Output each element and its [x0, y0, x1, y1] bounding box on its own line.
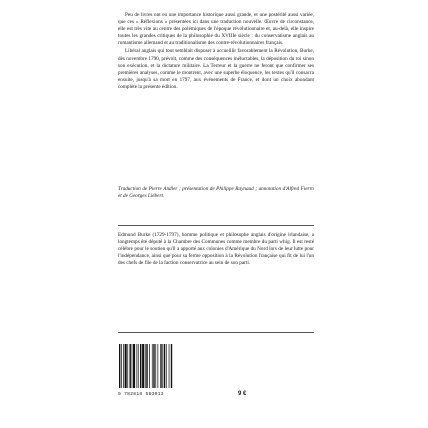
barcode-bar [140, 344, 141, 388]
blurb [118, 12, 314, 91]
barcode-bar [145, 344, 146, 388]
barcode-bar [146, 344, 147, 388]
barcode-bar [155, 344, 156, 388]
credits-text: Traduction de Pierre Andler ; présentation de Philippe Raynaud ; annotation d'Alfred Fierro et de Georges Liébert. [118, 186, 314, 200]
barcode-bar [171, 344, 172, 388]
barcode-bar [164, 344, 165, 388]
barcode-bar [121, 344, 122, 388]
barcode-bar [152, 344, 153, 388]
barcode-bar [142, 344, 144, 388]
credits [118, 186, 314, 200]
blurb-paragraph-2: Libéral anglais qui tout semblait disposer à accueillir favorablement la Révolution, Burke, dès novembre 1790, prévoit, comme des conséquences inéluctables, la déposition du roi sinon son exécution, et la dictature militaire. La Terreur et la guerre ne feront que confirmer ses premières analyses, comme le montrent, avec une superbe éloquence, les textes qu'il consacra ensuite, jusqu'à sa mort en 1797, aux événements de France, et dont un choix abondant complète la présente édition. [118, 48, 314, 90]
barcode-bar [166, 344, 167, 388]
blurb-paragraph-1: Peu de livres ont eu une importance historique aussi grande, et une postérité aussi variée, que ces « Réflexions » présentées ici dans une traduction nouvelle. Œuvre de circonstance, elle est très vite au centre des polémiques de l'époque révolutionnaire et, au-delà, elle inspire toutes les grandes critiques de la philosophie du XVIIIe siècle : du conservatisme anglais au romantisme allemand et au traditionalisme des contre-révolutionnaires français. [118, 12, 314, 47]
barcode-bar [130, 344, 131, 388]
barcode-bar [132, 344, 133, 388]
barcode-bar [149, 344, 150, 388]
barcode-bar [133, 344, 135, 388]
divider-bottom [118, 332, 314, 333]
barcode-bar [158, 344, 159, 388]
barcode-bar [137, 344, 138, 388]
barcode-bar [123, 344, 124, 388]
barcode-bar [138, 344, 139, 388]
barcode-bar [119, 344, 120, 388]
divider-top [118, 225, 314, 226]
barcode-bar [125, 344, 127, 388]
barcode-bars [118, 344, 190, 390]
author-bio [118, 232, 314, 267]
author-bio-text: Edmund Burke (1729-1797), homme politique et philosophe anglais d'origine irlandaise, a longtemps été député à la Chambre des Communes comme membre du parti whig. Il est resté célèbre pour le soutien qu'il a apporté aux colonies d'Amérique du Nord lors de leur lutte pour l'indépendance, ainsi que pour sa ferme opposition à la Révolution française qui fit de lui l'un des chefs de file de la faction conservatrice au sein de son parti. [118, 232, 314, 267]
price: 9 € [238, 391, 247, 397]
barcode-bar [162, 344, 163, 388]
barcode-bar [153, 344, 154, 388]
barcode-bar [127, 344, 128, 388]
barcode-bar [160, 344, 161, 388]
barcode-digits: 9 782818 503013 [118, 392, 164, 397]
barcode-bar [169, 344, 170, 388]
